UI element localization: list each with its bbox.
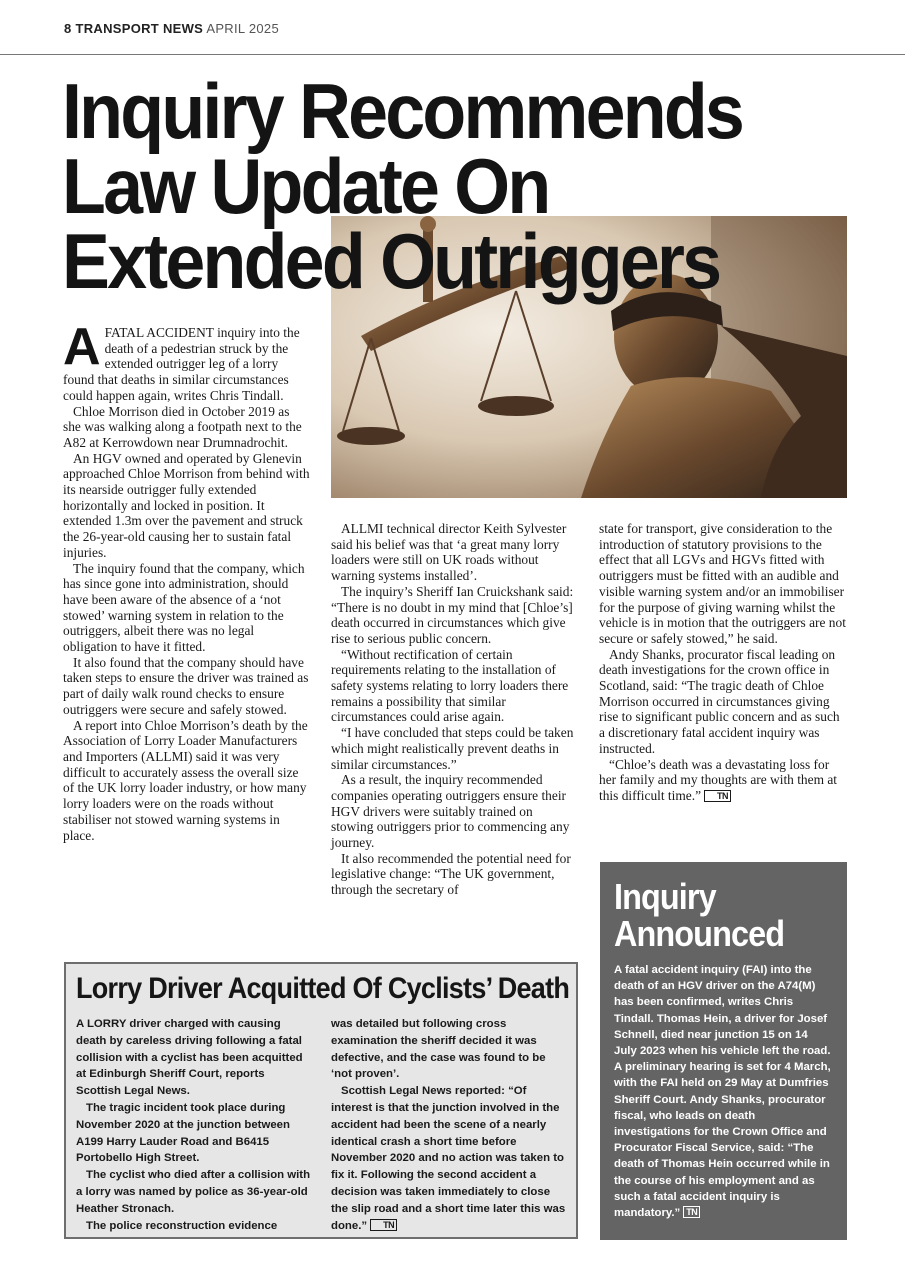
box-lead: A LORRY driver charged with causing death by careless driving following a fatal collision with a cyclist has been acquitted at Edinburgh Sheriff Court, reports Scottish Legal News. bbox=[76, 1018, 303, 1098]
article-column-2 bbox=[331, 521, 578, 898]
article-column-1 bbox=[63, 318, 310, 843]
box-paragraph: The tragic incident took place during November 2020 at the junction between A199 Harry Lauder Road and B6415 Portobello High Street. bbox=[76, 1101, 290, 1165]
article-column-3 bbox=[599, 521, 847, 804]
article-paragraph: The inquiry’s Sheriff Ian Cruickshank said: “There is no doubt in my mind that [Chloe’s] death occurred in circumstances which give rise to serious public concern. bbox=[331, 583, 574, 646]
box-closing-text: Scottish Legal News reported: “Of interest is that the junction involved in the accident had been the scene of a nearly identical crash a short time before November 2020 and no action was taken to fix it. Following the second accident a decision was taken immediately to close the slip road and a short time later this was done.” bbox=[331, 1085, 566, 1232]
article-paragraph: It also found that the company should have taken steps to ensure the driver was trained as part of daily walk round checks to ensure outriggers were secure and safely stowed. bbox=[63, 654, 309, 717]
box-paragraph: The cyclist who died after a collision with a lorry was named by police as 36-year-old Heather Stronach. bbox=[76, 1169, 311, 1215]
issue-date: APRIL 2025 bbox=[206, 21, 279, 36]
article-paragraph: The inquiry found that the company, which has since gone into administration, should have been aware of the absence of a ‘not stowed’ warning system in relation to the outriggers, albeit there was no legal obligation to have it fitted. bbox=[63, 560, 305, 655]
article-paragraph: A report into Chloe Morrison’s death by the Association of Lorry Loader Manufacturers and Importers (ALLMI) said it was very difficult to accurately assess the overall size of the UK lorry loader industry, or how many lorry loaders were on the roads without stabiliser not stowed warning systems in place. bbox=[63, 717, 308, 843]
article-paragraph: ALLMI technical director Keith Sylvester said his belief was that ‘a great many lorry loaders were still on UK roads without warning systems installed’. bbox=[331, 521, 567, 584]
article-paragraph: As a result, the inquiry recommended companies operating outriggers ensure their HGV drivers were suitably trained on stowing outriggers prior to commencing any journey. bbox=[331, 772, 570, 851]
tn-end-mark-icon: TN bbox=[704, 790, 731, 802]
article-paragraph: “I have concluded that steps could be taken which might realistically prevent deaths in similar circumstances.” bbox=[331, 725, 574, 772]
publication-name: TRANSPORT NEWS bbox=[75, 21, 204, 36]
sidebar-inquiry-announced bbox=[600, 862, 847, 1240]
article-paragraph: Chloe Morrison died in October 2019 as she was walking along a footpath next to the A82 at Kerrowdown near Drumnadrochit. bbox=[63, 403, 302, 450]
article-lead: FATAL ACCIDENT inquiry into the death of a pedestrian struck by the extended outrigger leg of a lorry found that deaths in similar circumstances could happen again, writes Chris Tindall. bbox=[63, 325, 300, 403]
article-paragraph: “Without rectification of certain requirements relating to the installation of safety systems relating to lorry loaders there remains a possibility that similar circumstances could arise again. bbox=[331, 646, 569, 725]
article-paragraph-last bbox=[599, 757, 847, 804]
box-paragraph: The police reconstruction evidence bbox=[86, 1219, 278, 1232]
sidebar-title bbox=[614, 878, 811, 952]
sidebar-title-line-1: Inquiry bbox=[614, 876, 716, 917]
sidebar-title-line-2: Announced bbox=[614, 913, 785, 954]
boxed-story bbox=[64, 962, 578, 1239]
article-paragraph: It also recommended the potential need for legislative change: “The UK government, through the secretary of bbox=[331, 850, 571, 898]
header-rule bbox=[0, 54, 905, 55]
tn-end-mark-icon: TN bbox=[683, 1206, 700, 1218]
tn-end-mark-icon: TN bbox=[370, 1219, 397, 1231]
box-title: Lorry Driver Acquitted Of Cyclists’ Death bbox=[76, 972, 570, 1005]
article-paragraph: Andy Shanks, procurator fiscal leading on death investigations for the crown office in Scotland, said: “The tragic death of Chloe Morrison occurred in circumstances giving rise to significant public concern and as such a discretionary fatal accident inquiry was instructed. bbox=[599, 646, 840, 756]
box-paragraph-last bbox=[331, 1083, 567, 1234]
box-column-2 bbox=[331, 1016, 567, 1234]
box-column-1 bbox=[76, 1016, 312, 1234]
box-paragraph: was detailed but following cross examination the sheriff decided it was defective, and the case was found to be ‘not proven’. bbox=[331, 1018, 546, 1081]
page-folio bbox=[64, 21, 279, 36]
article-closing-text: “Chloe’s death was a devastating loss for her family and my thoughts are with them at this difficult time.” bbox=[599, 756, 837, 803]
headline: Inquiry Recommends Law Update On Extended Outriggers bbox=[62, 67, 743, 305]
sidebar-text-paragraph bbox=[614, 962, 833, 1221]
drop-cap: A bbox=[63, 318, 101, 376]
sidebar-text: A fatal accident inquiry (FAI) into the death of an HGV driver on the A74(M) has been confirmed, writes Chris Tindall. Thomas Hein, a driver for Josef Schnell, died near junction 15 on 14 July 2023 when his vehicle left the road. A preliminary hearing is set for 4 March, with the FAI held on 29 May at Dumfries Sheriff Court. Andy Shanks, procurator fiscal, who leads on death investigations for the Crown Office and Procurator Fiscal Service, said: “The death of Thomas Hein occurred while in the course of his employment and as such a fatal accident inquiry is mandatory.” bbox=[614, 964, 831, 1220]
article-paragraph: An HGV owned and operated by Glenevin approached Chloe Morrison from behind with its nearside outrigger fully extended horizontally and locked in position. It extended 1.3m over the pavement and struck the 26-year-old causing her to sustain fatal injuries. bbox=[63, 450, 310, 560]
page-number: 8 bbox=[64, 21, 72, 36]
article-paragraph: state for transport, give consideration to the introduction of statutory provisions to the effect that all LGVs and HGVs fitted with outriggers must be fitted with an audible and visible warning system and/or an immobiliser for the purpose of giving warning whilst the vehicle is in motion that the outriggers are not secure or safely stowed,” he said. bbox=[599, 521, 846, 646]
